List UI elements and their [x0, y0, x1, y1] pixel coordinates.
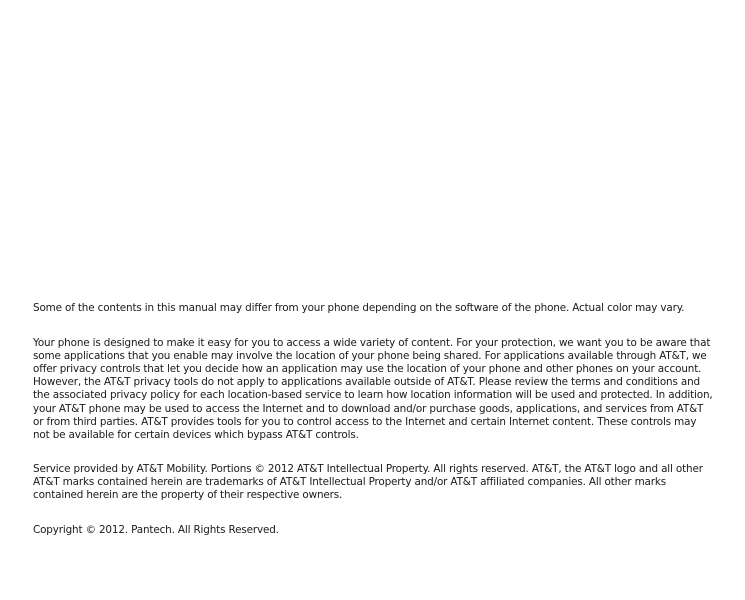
service-trademark-paragraph: Service provided by AT&T Mobility. Portions © 2012 AT&T Intellectual Property. All rights reserved. AT&T, the AT&T logo and all other AT&T marks contained herein are trademarks of AT&T Intellectual Property and/or AT&T affiliated companies. All other marks contained herein are the property of their respective owners.	[33, 462, 703, 502]
disclaimer-paragraph: Some of the contents in this manual may differ from your phone depending on the software of the phone. Actual color may vary.	[33, 302, 685, 314]
copyright-paragraph: Copyright © 2012. Pantech. All Rights Reserved.	[33, 524, 279, 537]
privacy-paragraph: Your phone is designed to make it easy for you to access a wide variety of content. For your protection, we want you to be aware that some applications that you enable may involve the location of your phone being shared. For applications available through AT&T, we offer privacy controls that let you decide how an application may use the location of your phone and other phones on your account. However, the AT&T privacy tools do not apply to applications available outside of AT&T. Please review the terms and conditions and the associated privacy policy for each location-based service to learn how location information will be used and protected. In addition, your AT&T phone may be used to access the Internet and to download and/or purchase goods, applications, and services from AT&T or from third parties. AT&T provides tools for you to control access to the Internet and certain Internet content. These controls may not be available for certain devices which bypass AT&T controls.	[33, 337, 713, 441]
legal-notice-page	[33, 302, 713, 537]
